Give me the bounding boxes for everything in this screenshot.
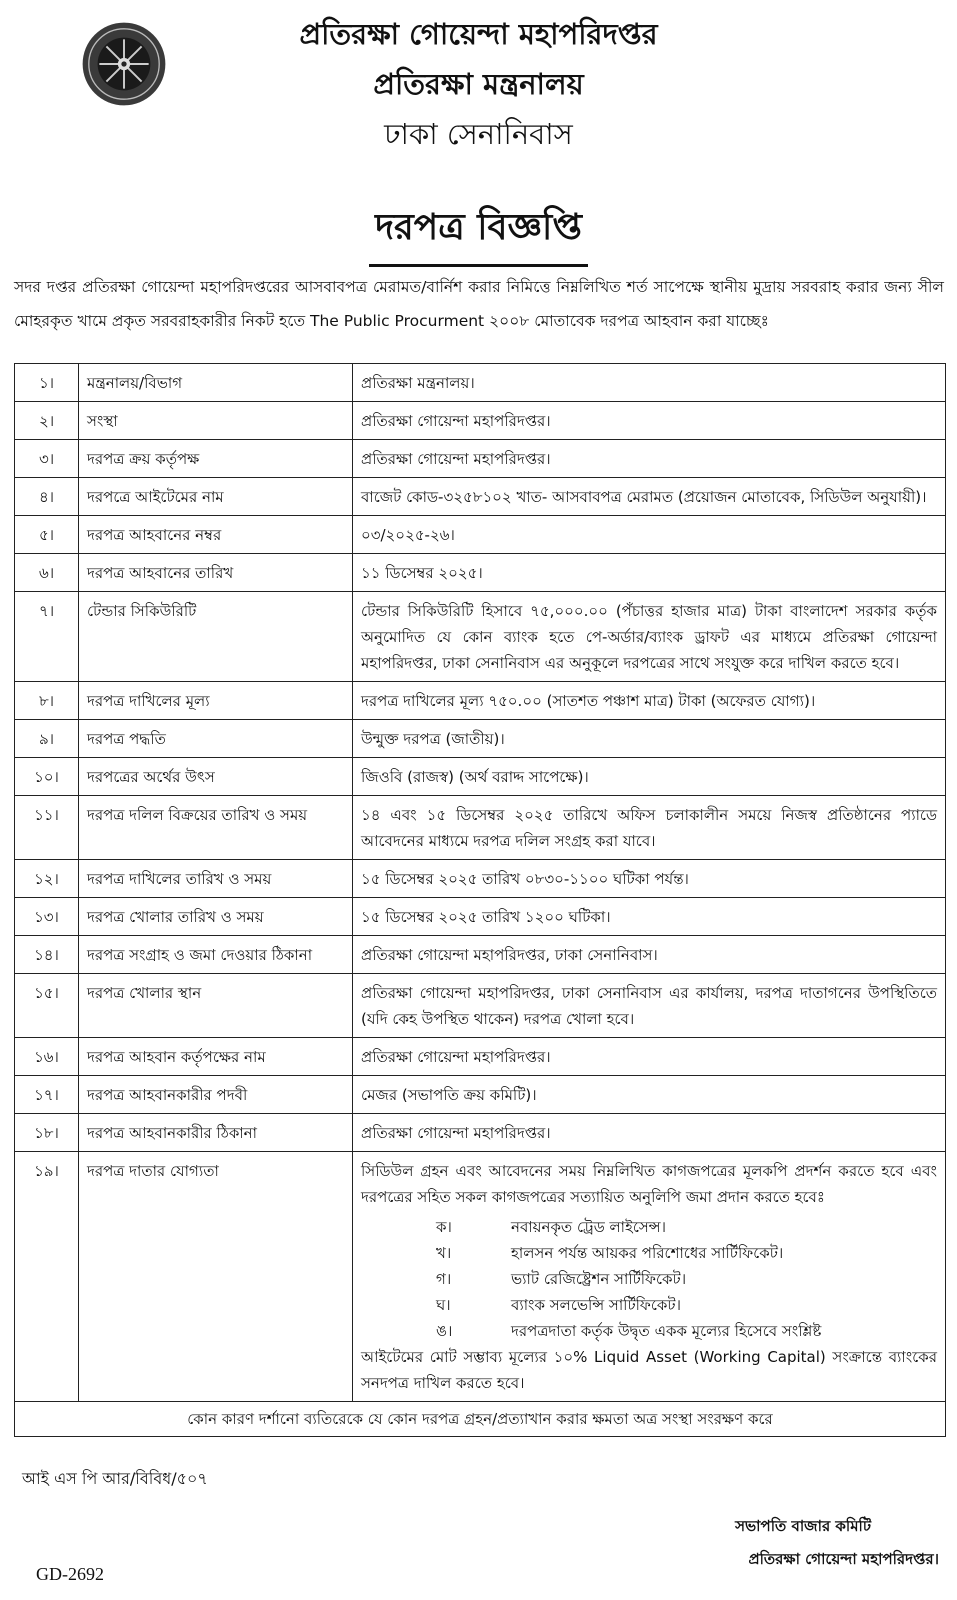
- row-label: দরপত্র সংগ্রাহ ও জমা দেওয়ার ঠিকানা: [79, 936, 353, 974]
- row-number: ১১।: [15, 796, 79, 860]
- notice-intro: সদর দপ্তর প্রতিরক্ষা গোয়েন্দা মহাপরিদপ্তরের আসবাবপত্র মেরামত/বার্নিশ করার নিমিত্তে নিম্নলিখিত শর্ত সাপেক্ষে স্থানীয় মুদ্রায় সরবরাহ করার জন্য সীল মোহরকৃত খামে প্রকৃত সরবরাহকারীর নিকট হতে The Public Procurment ২০০৮ মোতাবেক দরপত্র আহবান করা যাচ্ছেঃ: [14, 278, 944, 330]
- table-row: [15, 898, 946, 936]
- table-row: [15, 592, 946, 682]
- row-number: ১৪।: [15, 936, 79, 974]
- list-item-text: হালসন পর্যন্ত আয়কর পরিশোধের সার্টিফিকেট।: [511, 1244, 784, 1262]
- list-item-text: দরপত্রদাতা কর্তৃক উদ্বৃত একক মূল্যের হিসেবে সংশ্লিষ্ট: [511, 1322, 822, 1340]
- row-number: ১৮।: [15, 1114, 79, 1152]
- row-label: দরপত্র ক্রয় কর্তৃপক্ষ: [79, 440, 353, 478]
- row-number: ১।: [15, 364, 79, 402]
- list-item-marker: খ।: [436, 1244, 452, 1262]
- row-number: ৮।: [15, 682, 79, 720]
- row-label: দরপত্র দলিল বিক্রয়ের তারিখ ও সময়: [79, 796, 353, 860]
- list-item: [361, 1266, 937, 1292]
- row-label: দরপত্র খোলার তারিখ ও সময়: [79, 898, 353, 936]
- table-row: [15, 720, 946, 758]
- row-label: দরপত্র আহবানকারীর পদবী: [79, 1076, 353, 1114]
- table-row: [15, 974, 946, 1038]
- row-value: উন্মুক্ত দরপত্র (জাতীয়)।: [353, 720, 946, 758]
- row-number: ১৩।: [15, 898, 79, 936]
- row-value: প্রতিরক্ষা গোয়েন্দা মহাপরিদপ্তর।: [353, 440, 946, 478]
- table-row-eligibility: [15, 1152, 946, 1402]
- row-label: দরপত্র খোলার স্থান: [79, 974, 353, 1038]
- row-number: ১০।: [15, 758, 79, 796]
- row-label: দরপত্র আহবানের তারিখ: [79, 554, 353, 592]
- list-item-text: ব্যাংক সলভেন্সি সার্টিফিকেট।: [511, 1296, 681, 1314]
- row-label: দরপত্র আহবান কর্তৃপক্ষের নাম: [79, 1038, 353, 1076]
- eligibility-last-line: আইটেমের মোট সম্ভাব্য মূল্যের ১০% Liquid Asset (Working Capital) সংক্রান্তে ব্যাংকের সনদপত্র দাখিল করতে হবে।: [361, 1348, 937, 1392]
- row-number: ১৭।: [15, 1076, 79, 1114]
- list-item: [361, 1240, 937, 1266]
- reservation-clause: কোন কারণ দর্শানো ব্যতিরেকে যে কোন দরপত্র গ্রহন/প্রত্যাখান করার ক্ষমতা অত্র সংস্থা সংরক্ষণ করে: [15, 1402, 946, 1437]
- list-item: [361, 1318, 937, 1344]
- row-label: দরপত্রে আইটেমের নাম: [79, 478, 353, 516]
- list-item-marker: ঘ।: [436, 1296, 451, 1314]
- row-value: মেজর (সভাপতি ক্রয় কমিটি)।: [353, 1076, 946, 1114]
- row-number: ৩।: [15, 440, 79, 478]
- table-row: [15, 682, 946, 720]
- row-number: ৪।: [15, 478, 79, 516]
- row-value: প্রতিরক্ষা গোয়েন্দা মহাপরিদপ্তর।: [353, 1038, 946, 1076]
- notice-title: দরপত্র বিজ্ঞপ্তি: [369, 200, 588, 267]
- eligibility-details: [353, 1152, 946, 1402]
- ministry-name: প্রতিরক্ষা মন্ত্রনালয়: [373, 67, 584, 101]
- row-number: ৬।: [15, 554, 79, 592]
- row-number: ১৫।: [15, 974, 79, 1038]
- row-number: ৭।: [15, 592, 79, 682]
- table-row: [15, 554, 946, 592]
- row-value: প্রতিরক্ষা গোয়েন্দা মহাপরিদপ্তর, ঢাকা সেনানিবাস এর কার্যালয়, দরপত্র দাতাগনের উপস্থিতিতে (যদি কেহ উপস্থিত থাকেন) দরপত্র খোলা হবে।: [353, 974, 946, 1038]
- signatory-org: প্রতিরক্ষা গোয়েন্দা মহাপরিদপ্তর।: [748, 1550, 939, 1568]
- table-footer-row: [15, 1402, 946, 1437]
- row-value: দরপত্র দাখিলের মূল্য ৭৫০.০০ (সাতশত পঞ্চাশ মাত্র) টাকা (অফেরত যোগ্য)।: [353, 682, 946, 720]
- row-number: ৫।: [15, 516, 79, 554]
- list-item-marker: ঙ।: [436, 1322, 453, 1340]
- row-label: দরপত্র পদ্ধতি: [79, 720, 353, 758]
- table-row: [15, 440, 946, 478]
- table-row: [15, 860, 946, 898]
- list-item-text: ভ্যাট রেজিষ্ট্রেশন সার্টিফিকেট।: [511, 1270, 687, 1288]
- row-value: ১৫ ডিসেম্বর ২০২৫ তারিখ ০৮৩০-১১০০ ঘটিকা পর্যন্ত।: [353, 860, 946, 898]
- table-row: [15, 478, 946, 516]
- row-value: ১৫ ডিসেম্বর ২০২৫ তারিখ ১২০০ ঘটিকা।: [353, 898, 946, 936]
- row-value: প্রতিরক্ষা মন্ত্রনালয়।: [353, 364, 946, 402]
- tender-details-table: [14, 363, 946, 1437]
- row-number: ২।: [15, 402, 79, 440]
- list-item-marker: গ।: [436, 1270, 452, 1288]
- list-item-text: নবায়নকৃত ট্রেড লাইসেন্স।: [511, 1218, 666, 1236]
- table-row: [15, 936, 946, 974]
- location-name: ঢাকা সেনানিবাস: [384, 117, 573, 151]
- table-row: [15, 364, 946, 402]
- list-item: [361, 1214, 937, 1240]
- eligibility-intro: সিডিউল গ্রহন এবং আবেদনের সময় নিম্নলিখিত কাগজপত্রের মূলকপি প্রদর্শন করতে হবে এবং দরপত্রের সহিত সকল কাগজপত্রের সত্যায়িত অনুলিপি জমা প্রদান করতে হবেঃ: [361, 1162, 937, 1206]
- list-item: [361, 1292, 937, 1318]
- table-row: [15, 1076, 946, 1114]
- eligibility-document-list: [361, 1214, 937, 1344]
- row-value: জিওবি (রাজস্ব) (অর্থ বরাদ্দ সাপেক্ষে)।: [353, 758, 946, 796]
- row-value: প্রতিরক্ষা গোয়েন্দা মহাপরিদপ্তর।: [353, 402, 946, 440]
- row-value: ০৩/২০২৫-২৬।: [353, 516, 946, 554]
- row-value: ১১ ডিসেম্বর ২০২৫।: [353, 554, 946, 592]
- row-value: প্রতিরক্ষা গোয়েন্দা মহাপরিদপ্তর।: [353, 1114, 946, 1152]
- row-label: টেন্ডার সিকিউরিটি: [79, 592, 353, 682]
- row-number: ১৬।: [15, 1038, 79, 1076]
- row-value: বাজেট কোড-৩২৫৮১০২ খাত- আসবাবপত্র মেরামত (প্রয়োজন মোতাবেক, সিডিউল অনুযায়ী)।: [353, 478, 946, 516]
- row-label: দরপত্র দাতার যোগ্যতা: [79, 1152, 353, 1402]
- table-row: [15, 516, 946, 554]
- gd-code: GD-2692: [36, 1564, 104, 1584]
- table-row: [15, 1114, 946, 1152]
- row-value: প্রতিরক্ষা গোয়েন্দা মহাপরিদপ্তর, ঢাকা সেনানিবাস।: [353, 936, 946, 974]
- row-label: দরপত্রের অর্থের উৎস: [79, 758, 353, 796]
- row-label: দরপত্র দাখিলের মূল্য: [79, 682, 353, 720]
- org-name: প্রতিরক্ষা গোয়েন্দা মহাপরিদপ্তর: [299, 17, 658, 51]
- row-value: টেন্ডার সিকিউরিটি হিসাবে ৭৫,০০০.০০ (পঁচাত্তর হাজার মাত্র) টাকা বাংলাদেশ সরকার কর্তৃক অনুমোদিত যে কোন ব্যাংক হতে পে-অর্ডার/ব্যাংক ড্রাফট এর মাধ্যমে প্রতিরক্ষা গোয়েন্দা মহাপরিদপ্তর, ঢাকা সেনানিবাস এর অনুকূলে দরপত্রের সাথে সংযুক্ত করে দাখিল করতে হবে।: [353, 592, 946, 682]
- table-row: [15, 1038, 946, 1076]
- row-label: দরপত্র দাখিলের তারিখ ও সময়: [79, 860, 353, 898]
- row-label: মন্ত্রনালয়/বিভাগ: [79, 364, 353, 402]
- row-label: দরপত্র আহবানকারীর ঠিকানা: [79, 1114, 353, 1152]
- row-value: ১৪ এবং ১৫ ডিসেম্বর ২০২৫ তারিখে অফিস চলাকালীন সময়ে নিজস্ব প্রতিষ্ঠানের প্যাডে আবেদনের মাধ্যমে দরপত্র দলিল সংগ্রহ করা যাবে।: [353, 796, 946, 860]
- table-row: [15, 758, 946, 796]
- row-number: ১৯।: [15, 1152, 79, 1402]
- list-item-marker: ক।: [436, 1218, 452, 1236]
- table-row: [15, 796, 946, 860]
- reference-number: আই এস পি আর/বিবিধ/৫০৭: [22, 1469, 208, 1488]
- row-label: সংস্থা: [79, 402, 353, 440]
- row-number: ৯।: [15, 720, 79, 758]
- table-row: [15, 402, 946, 440]
- row-label: দরপত্র আহবানের নম্বর: [79, 516, 353, 554]
- row-number: ১২।: [15, 860, 79, 898]
- signatory-title: সভাপতি বাজার কমিটি: [735, 1517, 871, 1535]
- notice-title-wrap: [0, 200, 957, 267]
